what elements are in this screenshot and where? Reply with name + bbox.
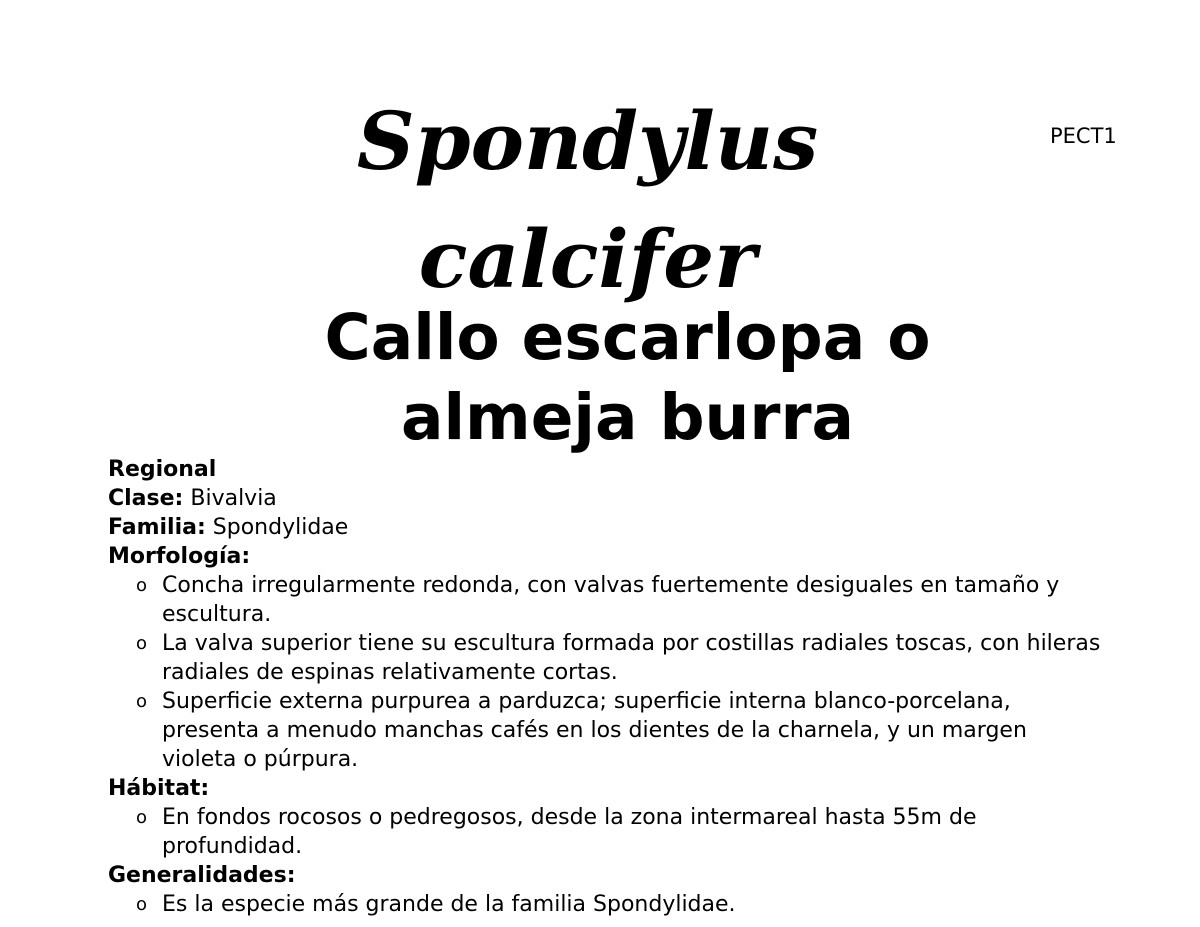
- list-item: o En fondos rocosos o pedregosos, desde la zona intermareal hasta 55m de profundidad.: [136, 805, 977, 859]
- common-name-line-2: almeja burra: [400, 381, 855, 454]
- scientific-name-line-2: calcifer: [418, 212, 757, 306]
- clase-row: [108, 484, 1108, 513]
- morfologia-label: Morfología:: [108, 544, 251, 569]
- bullet-icon: o: [136, 807, 148, 828]
- bullet-icon: o: [136, 894, 148, 915]
- familia-label: Familia:: [108, 515, 206, 540]
- list-item: o Concha irregularmente redonda, con valvas fuertemente desiguales en tamaño y escultura.: [136, 573, 1060, 627]
- list-item: o Es la especie más grande de la familia Spondylidae.: [136, 892, 736, 917]
- bullet-icon: o: [136, 633, 148, 654]
- habitat-label: Hábitat:: [108, 776, 210, 801]
- scientific-name: [0, 82, 1175, 318]
- familia-row: [108, 513, 1108, 542]
- scientific-name-line-1: Spondylus: [356, 94, 819, 188]
- familia-value: Spondylidae: [212, 515, 349, 540]
- clase-value: Bivalvia: [190, 486, 277, 511]
- generalidades-label: Generalidades:: [108, 863, 296, 888]
- common-name: [0, 298, 1200, 458]
- morfologia-list: [108, 571, 1108, 774]
- generalidades-list: [108, 890, 1108, 919]
- list-item: o Superficie externa purpurea a parduzca; superficie interna blanco-porcelana, presenta a menudo manchas cafés en los dientes de la charnela, y un margen violeta o púrpura.: [136, 689, 1027, 772]
- list-item: o La valva superior tiene su escultura formada por costillas radiales toscas, con hileras radiales de espinas relativamente cortas.: [136, 631, 1101, 685]
- regional-label: Regional: [108, 457, 217, 482]
- bullet-icon: o: [136, 575, 148, 596]
- species-details: [108, 455, 1108, 919]
- common-name-line-1: Callo escarlopa o: [324, 301, 931, 374]
- species-code: PECT1: [1050, 124, 1117, 148]
- habitat-list: [108, 803, 1108, 861]
- bullet-icon: o: [136, 691, 148, 712]
- clase-label: Clase:: [108, 486, 184, 511]
